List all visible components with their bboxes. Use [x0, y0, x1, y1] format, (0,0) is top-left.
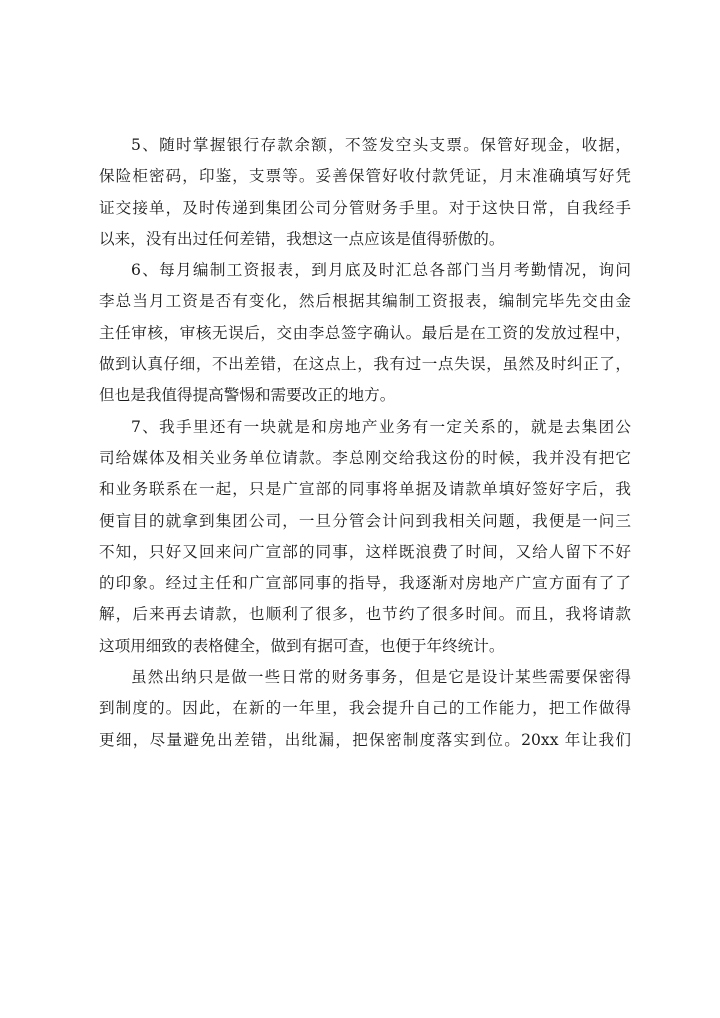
text-line: 虽然出纳只是做一些日常的财务事务，但是它是设计某些需要保密得	[131, 668, 631, 687]
document-body	[99, 130, 631, 756]
text-line: 不知，只好又回来问广宣部的同事，这样既浪费了时间，又给人留下不好	[99, 542, 631, 561]
text-line: 和业务联系在一起，只是广宣部的同事将单据及请款单填好签好字后，我	[99, 480, 631, 499]
text-line: 但也是我值得提高警惕和需要改正的地方。	[99, 386, 396, 405]
text-line: 做到认真仔细，不出差错，在这点上，我有过一点失误，虽然及时纠正了，	[99, 355, 631, 374]
text-line: 证交接单，及时传递到集团公司分管财务手里。对于这快日常，自我经手	[99, 198, 631, 217]
paragraph-5-bank-deposits	[99, 130, 631, 255]
text-line: 司给媒体及相关业务单位请款。李总刚交给我这份的时候，我并没有把它	[99, 448, 631, 467]
text-line: 到制度的。因此，在新的一年里，我会提升自己的工作能力，把工作做得	[99, 699, 631, 718]
text-line: 6、每月编制工资报表，到月底及时汇总各部门当月考勤情况，询问	[131, 261, 631, 280]
paragraph-7-real-estate-payments	[99, 412, 631, 662]
text-line: 以来，没有出过任何差错，我想这一点应该是值得骄傲的。	[99, 229, 505, 248]
text-line: 更细，尽量避免出差错，出纰漏，把保密制度落实到位。20xx 年让我们	[99, 730, 631, 749]
text-line: 保险柜密码，印鉴，支票等。妥善保管好收付款凭证，月末准确填写好凭	[99, 167, 631, 186]
text-line: 5、随时掌握银行存款余额，不签发空头支票。保管好现金，收据，	[131, 136, 631, 154]
text-line: 主任审核，审核无误后，交由李总签字确认。最后是在工资的发放过程中，	[99, 323, 631, 342]
text-line: 李总当月工资是否有变化，然后根据其编制工资报表，编制完毕先交由金	[99, 292, 631, 311]
text-line: 的印象。经过主任和广宣部同事的指导，我逐渐对房地产广宣方面有了了	[99, 574, 631, 593]
paragraph-6-payroll	[99, 255, 631, 411]
paragraph-conclusion	[99, 662, 631, 756]
text-line: 这项用细致的表格健全，做到有据可查，也便于年终统计。	[99, 636, 505, 655]
text-line: 解，后来再去请款，也顺利了很多，也节约了很多时间。而且，我将请款	[99, 605, 631, 624]
text-line: 便盲目的就拿到集团公司，一旦分管会计问到我相关问题，我便是一问三	[99, 511, 631, 530]
text-line: 7、我手里还有一块就是和房地产业务有一定关系的，就是去集团公	[131, 417, 631, 436]
